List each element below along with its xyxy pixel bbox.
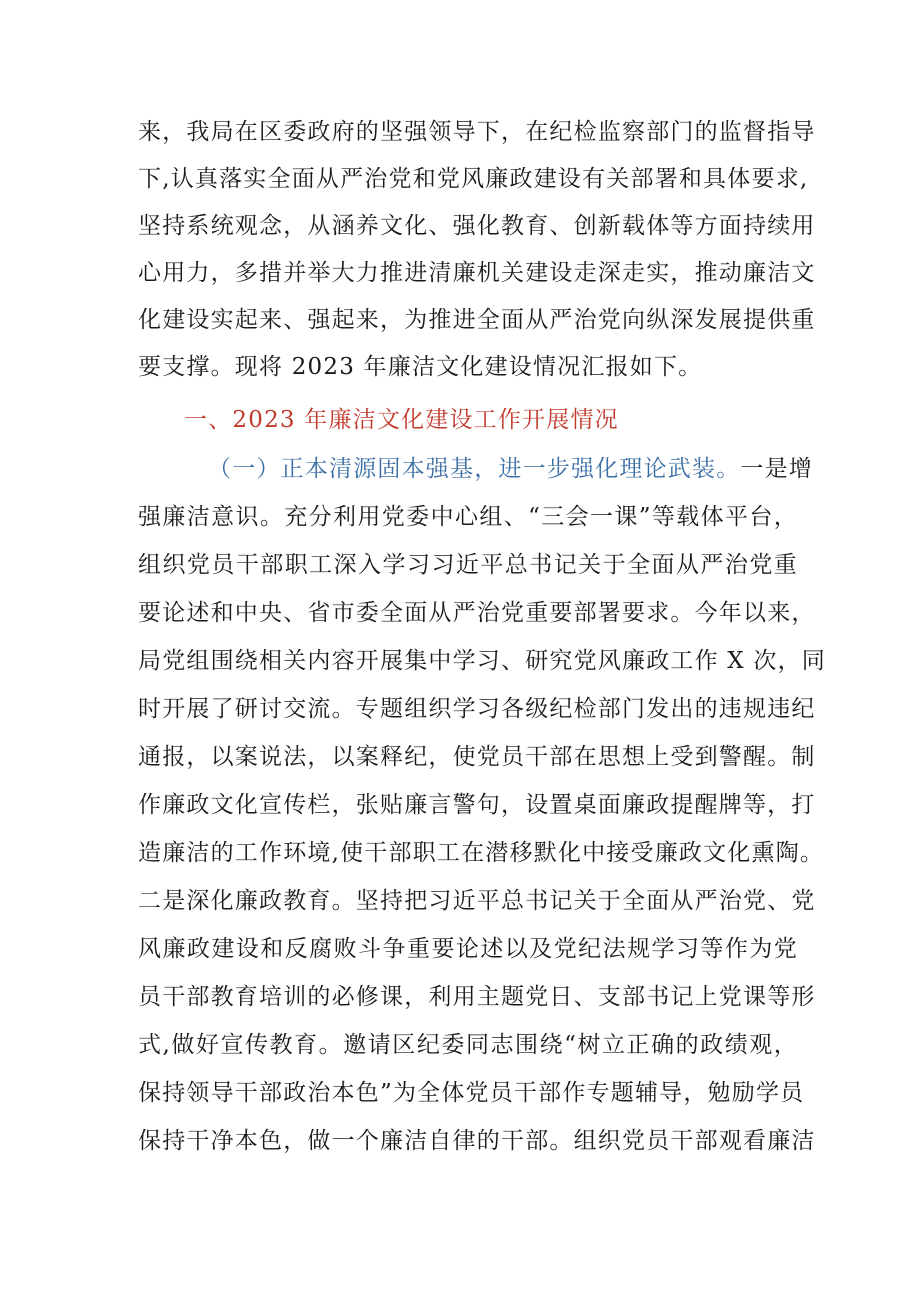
body-line-14: 保持干净本色，做一个廉洁自律的干部。组织党员干部观看廉洁: [138, 1128, 816, 1154]
intro-line-2: 下,认真落实全面从严治党和党风廉政建设有关部署和具体要求,: [138, 166, 809, 192]
body-line-12: 式,做好宣传教育。邀请区纪委同志围绕“树立正确的政绩观，: [138, 1032, 798, 1058]
intro-line-4: 心用力，多措并举大力推进清廉机关建设走深走实，推动廉洁文: [138, 260, 816, 286]
subsection-line: [208, 447, 814, 491]
body-line-8: 造廉洁的工作环境,使干部职工在潜移默化中接受廉政文化熏陶。: [138, 840, 825, 866]
body-line-11: 员干部教育培训的必修课，利用主题党日、支部书记上党课等形: [138, 984, 816, 1010]
body-line-10: 风廉政建设和反腐败斗争重要论述以及党纪法规学习等作为党: [138, 936, 798, 962]
section-heading: 一、2023 年廉洁文化建设工作开展情况: [184, 407, 619, 433]
body-line-7: 作廉政文化宣传栏，张贴廉言警句，设置桌面廉政提醒牌等，打: [138, 792, 816, 818]
intro-line-3: 坚持系统观念，从涵养文化、强化教育、创新载体等方面持续用: [138, 213, 816, 239]
body-line-4: 局党组围绕相关内容开展集中学习、研究党风廉政工作 X 次，同: [138, 648, 826, 674]
body-line-2: 组织党员干部职工深入学习习近平总书记关于全面从严治党重: [138, 552, 798, 578]
intro-line-1: 来，我局在区委政府的坚强领导下，在纪检监察部门的监督指导: [138, 119, 816, 145]
subsection-heading: （一）正本清源固本强基，进一步强化理论武装。: [208, 456, 741, 482]
body-line-9: 二是深化廉政教育。坚持把习近平总书记关于全面从严治党、党: [138, 888, 816, 914]
body-line-1: 强廉洁意识。充分利用党委中心组、“三会一课”等载体平台，: [138, 504, 798, 530]
body-line-13: 保持领导干部政治本色”为全体党员干部作专题辅导，勉励学员: [138, 1080, 805, 1106]
intro-line-5: 化建设实起来、强起来，为推进全面从严治党向纵深发展提供重: [138, 307, 816, 333]
intro-line-6: 要支撑。现将 2023 年廉洁文化建设情况汇报如下。: [138, 354, 703, 380]
subsection-first-text: 一是增: [740, 456, 814, 482]
body-line-5: 时开展了研讨交流。专题组织学习各级纪检部门发出的违规违纪: [138, 696, 816, 722]
body-line-6: 通报，以案说法，以案释纪，使党员干部在思想上受到警醒。制: [138, 744, 816, 770]
body-line-3: 要论述和中央、省市委全面从严治党重要部署要求。今年以来，: [138, 600, 816, 626]
